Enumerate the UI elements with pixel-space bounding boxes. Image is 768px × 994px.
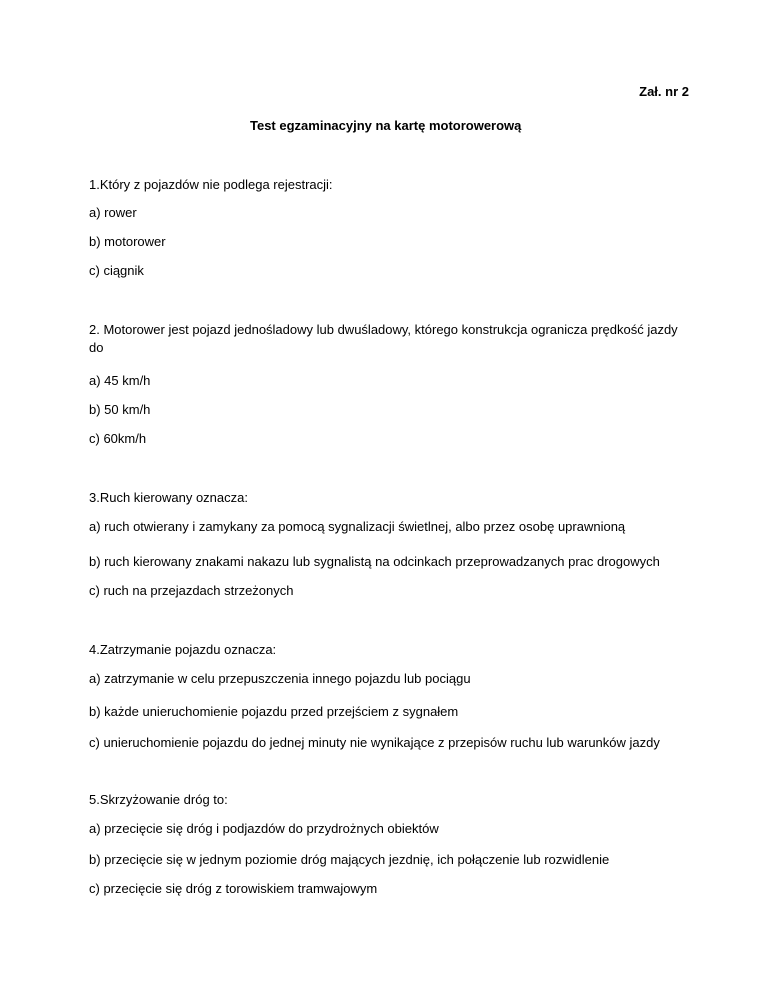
question-5-answer-b: b) przecięcie się w jednym poziomie dróg mających jezdnię, ich połączenie lub rozwidlenie <box>89 852 610 867</box>
question-2: 2. Motorower jest pojazd jednośladowy lub dwuśladowy, którego konstrukcja ogranicza prędkość jazdy do <box>89 322 678 355</box>
question-3-answer-c: c) ruch na przejazdach strzeżonych <box>89 583 294 598</box>
page-title: Test egzaminacyjny na kartę motorowerową <box>250 118 522 133</box>
question-3-answer-b: b) ruch kierowany znakami nakazu lub sygnalistą na odcinkach przeprowadzanych prac drogowych <box>89 554 660 569</box>
attachment-number: Zał. nr 2 <box>639 84 689 99</box>
question-1-answer-b: b) motorower <box>89 234 166 249</box>
question-1: 1.Który z pojazdów nie podlega rejestracji: <box>89 177 333 192</box>
question-3-answer-a: a) ruch otwierany i zamykany za pomocą sygnalizacji świetlnej, albo przez osobę uprawnioną <box>89 519 626 534</box>
question-4-answer-c: c) unieruchomienie pojazdu do jednej minuty nie wynikające z przepisów ruchu lub warunków jazdy <box>89 735 660 750</box>
question-3: 3.Ruch kierowany oznacza: <box>89 490 248 505</box>
question-5: 5.Skrzyżowanie dróg to: <box>89 792 228 807</box>
question-2-answer-c: c) 60km/h <box>89 431 147 446</box>
question-5-answer-c: c) przecięcie się dróg z torowiskiem tramwajowym <box>89 881 378 896</box>
question-4: 4.Zatrzymanie pojazdu oznacza: <box>89 642 277 657</box>
question-1-answer-c: c) ciągnik <box>89 263 144 278</box>
question-5-answer-a: a) przecięcie się dróg i podjazdów do przydrożnych obiektów <box>89 821 439 836</box>
question-4-answer-b: b) każde unieruchomienie pojazdu przed przejściem z sygnałem <box>89 704 459 719</box>
question-2-answer-a: a) 45 km/h <box>89 373 151 388</box>
question-1-answer-a: a) rower <box>89 205 137 220</box>
question-2-answer-b: b) 50 km/h <box>89 402 151 417</box>
question-4-answer-a: a) zatrzymanie w celu przepuszczenia innego pojazdu lub pociągu <box>89 671 471 686</box>
